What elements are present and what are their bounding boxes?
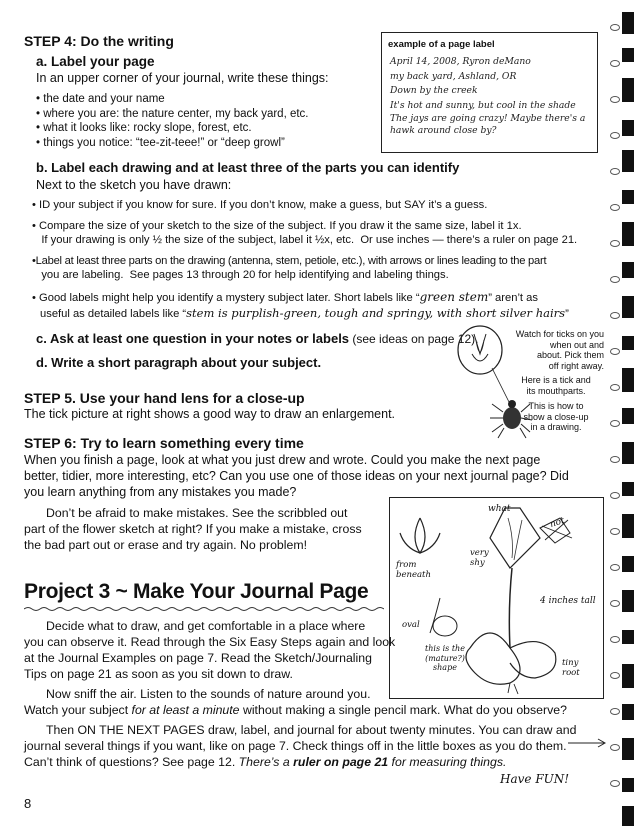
good-labels-paragraph (32, 290, 569, 322)
list-item: • Compare the size of your sketch to the size of the subject. If you draw it the same size, label it 1x. (32, 219, 522, 232)
list-item: • the date and your name (36, 93, 165, 105)
text-line: better, tidier, more interesting, etc? Can you use one of those ideas on your next journal page? Did (24, 469, 569, 483)
label-line: my back yard, Ashland, OR (390, 70, 517, 82)
step4-a-title: a. Label your page (36, 54, 155, 69)
text-line: When you finish a page, look at what you just drew and wrote. Could you make the next page (24, 453, 541, 467)
text-line: Decide what to draw, and get comfortable in a place where (46, 619, 366, 633)
arrow-right-icon (568, 738, 608, 748)
step4-c-ref: (see ideas on page 12). (349, 332, 479, 346)
list-item: you are labeling. See pages 13 through 20 for help identifying and labeling things. (32, 269, 449, 281)
step4-a-list (36, 92, 309, 150)
sketch-label: from beneath (396, 560, 431, 580)
step5-title: STEP 5. Use your hand lens for a close-up (24, 390, 305, 406)
step6-text (24, 452, 569, 500)
project3-para3 (24, 722, 576, 770)
tick-caption-1 (500, 329, 604, 371)
text: ” aren’t as (488, 292, 538, 304)
emphasis-text: for at least a minute (131, 703, 240, 717)
text-line: Don’t be afraid to make mistakes. See the scribbled out (46, 506, 348, 520)
text-line: journal several things if you want, like on page 7. Check things off in the little boxes as you do them. (24, 739, 567, 753)
caption-line: in a drawing. (530, 422, 582, 432)
step6-title: STEP 6: Try to learn something every time (24, 435, 304, 451)
page-label-example-box (381, 32, 598, 153)
caption-line: when out and (549, 339, 604, 350)
sketch-label: tiny root (562, 658, 580, 678)
step4-a-intro: In an upper corner of your journal, write these things: (36, 71, 329, 85)
sketch-label: 4 inches tall (540, 596, 596, 606)
text-line: Then ON THE NEXT PAGES draw, label, and journal for about twenty minutes. You can draw and (46, 723, 577, 737)
page-number: 8 (24, 796, 32, 811)
step4-b-intro: Next to the sketch you have drawn: (36, 178, 232, 192)
sketch-label: very shy (470, 548, 489, 568)
list-item: •Label at least three parts on the drawing (antenna, stem, petiole, etc.), with arrows or lines leading to the part (32, 254, 547, 267)
text-line: at the Journal Examples on page 7. Read the Sketch/Journaling (24, 651, 372, 665)
text-line: the bad part out or erase and try again. No problem! (24, 538, 307, 552)
tick-caption-2 (510, 375, 602, 396)
caption-line: about. Pick them (536, 350, 604, 360)
handwritten-example: green stem (419, 290, 489, 304)
label-line: It's hot and sunny, but cool in the shade (390, 99, 576, 111)
emphasis-text: for measuring things. (388, 755, 507, 769)
caption-line: Watch for ticks on you (515, 329, 604, 339)
handwritten-example: stem is purplish-green, tough and springy, with short silver hairs (186, 306, 566, 320)
step4-title: STEP 4: Do the writing (24, 33, 174, 49)
tick-caption-3 (510, 401, 602, 433)
page-edge-tabs (620, 0, 634, 832)
caption-line: off right away. (548, 360, 604, 371)
text: Watch your subject (24, 703, 132, 717)
sketch-label: this is the (mature?) shape (425, 644, 465, 672)
emphasis-text: There’s a (238, 755, 294, 769)
text: without making a single pencil mark. What do you observe? (239, 703, 567, 717)
label-box-title: example of a page label (388, 39, 495, 50)
text-line: Now sniff the air. Listen to the sounds of nature around you. (46, 687, 371, 701)
list-item: • what it looks like: rocky slope, forest, etc. (36, 122, 252, 134)
label-line: April 14, 2008, Ryron deMano (390, 56, 531, 67)
sketch-label: oval (402, 620, 420, 630)
text-line: you learn anything from any mistakes you made? (24, 485, 297, 499)
list-item: • things you notice: “tee-zit-teee!” or “deep growl” (36, 136, 285, 149)
text: ” (565, 308, 569, 320)
text: Can’t think of questions? See page 12. (24, 755, 239, 769)
label-line: Down by the creek (390, 85, 478, 96)
step4-d-title: d. Write a short paragraph about your subject. (36, 355, 322, 370)
step5-text: The tick picture at right shows a good way to draw an enlargement. (24, 407, 396, 421)
list-item: If your drawing is only ½ the size of the subject, label it ½x, etc. Or use inches — there’s a ruler on page 21. (32, 234, 578, 246)
project3-title: Project 3 ~ Make Your Journal Page (24, 580, 369, 603)
sketch-label: not (548, 515, 567, 531)
text-line: part of the flower sketch at right? If you make a mistake, cross (24, 522, 362, 536)
step4-c (36, 331, 478, 346)
text: • Good labels might help you identify a mystery subject later. Short labels like “ (32, 292, 420, 304)
caption-line: This is how to (528, 401, 584, 411)
list-item: • ID your subject if you know for sure. If you don’t know, make a guess, but SAY it’s a guess. (32, 199, 488, 211)
mistakes-paragraph (24, 505, 362, 553)
text: useful as detailed labels like “ (40, 308, 187, 320)
flower-sketch-box (389, 497, 604, 699)
ruler-reference: ruler on page 21 (293, 755, 389, 769)
sketch-label: what (488, 504, 511, 514)
signoff: Have FUN! (500, 772, 570, 786)
caption-line: Here is a tick and (521, 375, 591, 385)
step4-c-title: c. Ask at least one question in your notes or labels (36, 331, 350, 346)
step4-b-list (32, 198, 577, 283)
project3-para1 (24, 618, 395, 682)
text-line: you can observe it. Read through the Six Easy Steps again and look (24, 635, 396, 649)
project3-para2 (24, 686, 567, 718)
list-item: • where you are: the nature center, my back yard, etc. (36, 107, 309, 120)
label-line: hawk around close by? (390, 125, 497, 136)
wavy-divider (24, 606, 384, 612)
step4-b-title: b. Label each drawing and at least three of the parts you can identify (36, 160, 460, 175)
text-line: Tips on page 21 as soon as you sit down to draw. (24, 667, 293, 681)
label-line: The jays are going crazy! Maybe there's a (390, 113, 586, 124)
caption-line: show a close-up (523, 411, 589, 422)
caption-line: its mouthparts. (526, 385, 586, 396)
